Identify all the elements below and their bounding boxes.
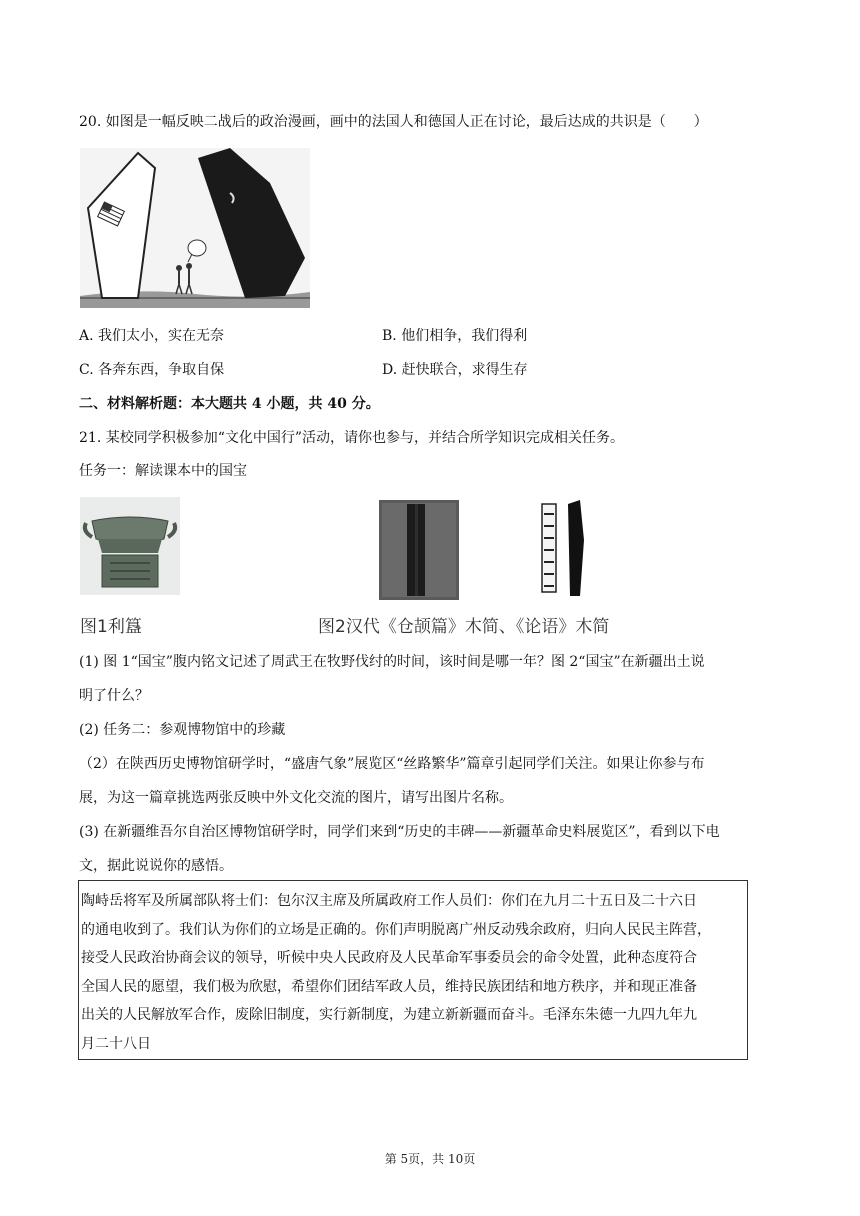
q21-sub3-line1: (3) 在新疆维吾尔自治区博物馆研学时，同学们来到“历史的丰碑——新疆革命史料展览区”，看到以下电 (79, 824, 720, 840)
quote-line: 的通电收到了。我们认为你们的立场是正确的。你们声明脱离广州反动残余政府，归向人民民主阵营， (81, 921, 711, 938)
q21-task2: (2) 任务二：参观博物馆中的珍藏 (79, 722, 286, 738)
quote-line: 陶峙岳将军及所属部队将士们：包尔汉主席及所属政府工作人员们：你们在九月二十五日及二十六日 (81, 893, 697, 909)
q21-sub2-line2: 展，为这一篇章挑选两张反映中外文化交流的图片，请写出图片名称。 (79, 790, 513, 806)
quote-line: 月二十八日 (81, 1035, 151, 1052)
q20-option-a[interactable]: A. 我们太小，实在无奈 (79, 328, 225, 344)
bamboo-slip-analects-image (536, 500, 596, 600)
q20-option-b[interactable]: B. 他们相争，我们得利 (382, 328, 528, 344)
q20-option-d[interactable]: D. 赶快联合，求得生存 (382, 362, 528, 378)
political-cartoon (80, 148, 310, 308)
quote-line: 全国人民的愿望，我们极为欣慰，希望你们团结军政人员，维持民族团结和地方秩序，并和现正准备 (81, 978, 697, 995)
ligui-bronze-image (80, 497, 180, 595)
bamboo-slips-image (379, 500, 459, 600)
q21-task1: 任务一：解读课本中的国宝 (79, 463, 247, 479)
q21-sub1-line2: 明了什么？ (79, 688, 149, 704)
q20-stem: 20. 如图是一幅反映二战后的政治漫画，画中的法国人和德国人正在讨论，最后达成的共识是（ ） (79, 114, 708, 130)
fig1-caption: 图1利簋 (80, 617, 142, 637)
q21-stem: 21. 某校同学积极参加“文化中国行”活动，请你也参与，并结合所学知识完成相关任务。 (79, 430, 625, 446)
section2-heading: 二、材料解析题：本大题共 4 小题，共 40 分。 (79, 396, 380, 412)
q21-sub1-line1: (1) 图 1“国宝”腹内铭文记述了周武王在牧野伐纣的时间，该时间是哪一年？图 2“国宝”在新疆出土说 (79, 654, 705, 670)
quote-line: 出关的人民解放军合作，废除旧制度，实行新制度，为建立新新疆而奋斗。毛泽东朱德一九四九年九 (81, 1007, 697, 1023)
quote-line: 接受人民政治协商会议的领导，听候中央人民政府及人民革命军事委员会的命令处置，此种态度符合 (81, 950, 697, 966)
page-footer: 第 5页，共 10页 (384, 1152, 476, 1166)
q21-sub3-line2: 文，据此说说你的感悟。 (79, 858, 233, 874)
telegram-quote-box (78, 880, 748, 1060)
q21-sub2-line1: （2）在陕西历史博物馆研学时，“盛唐气象”展览区“丝路繁华”篇章引起同学们关注。如果让你参与布 (79, 756, 705, 772)
fig2-caption: 图2汉代《仓颉篇》木简、《论语》木简 (318, 617, 610, 637)
q20-option-c[interactable]: C. 各奔东西，争取自保 (79, 362, 225, 378)
